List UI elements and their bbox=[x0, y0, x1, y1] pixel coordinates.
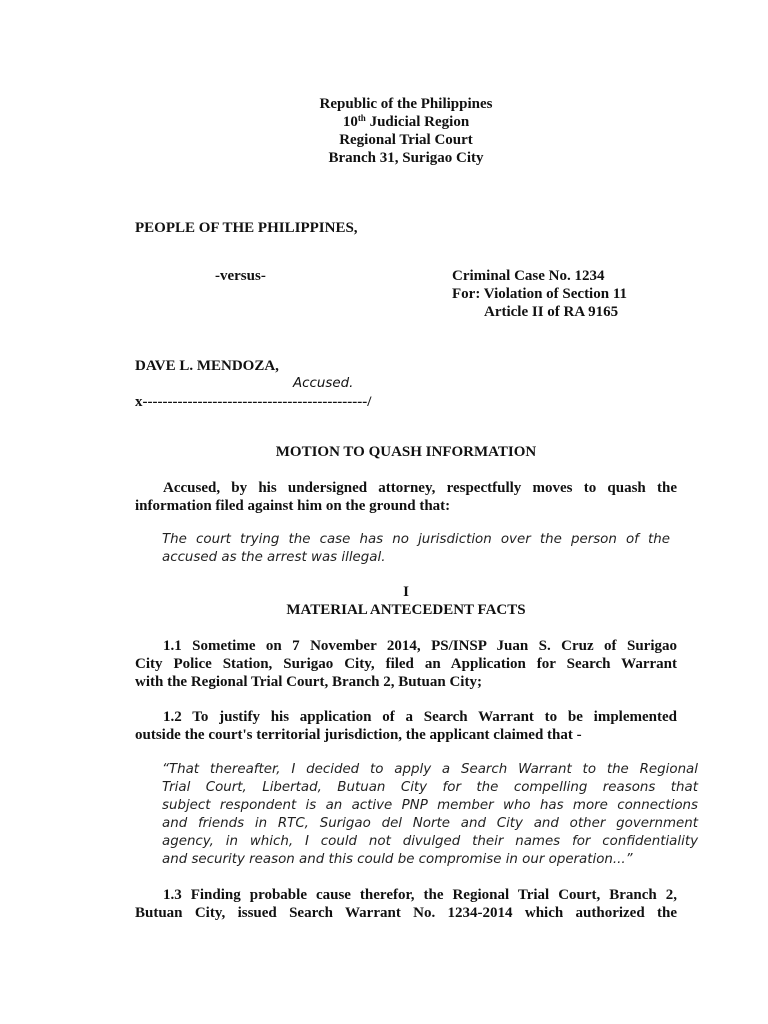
versus-label: -versus- bbox=[215, 268, 266, 284]
paragraph-1-1-line-1: 1.1 Sometime on 7 November 2014, PS/INSP Juan S. Cruz of Surigao bbox=[163, 638, 677, 654]
header-republic: Republic of the Philippines bbox=[319, 96, 493, 112]
ground-line-2: accused as the arrest was illegal. bbox=[162, 550, 386, 565]
ground-line-1: The court trying the case has no jurisdiction over the person of the bbox=[162, 532, 670, 547]
case-number: Criminal Case No. 1234 bbox=[452, 268, 605, 284]
caption-separator: x---------------------------------------------/ bbox=[135, 394, 372, 410]
case-offense: For: Violation of Section 11 bbox=[452, 286, 627, 302]
quote-line-2: Trial Court, Libertad, Butuan City for the compelling reasons that bbox=[162, 780, 698, 795]
case-offense-article: Article II of RA 9165 bbox=[484, 304, 619, 320]
paragraph-1-3-line-1: 1.3 Finding probable cause therefor, the Regional Trial Court, Branch 2, bbox=[163, 887, 677, 903]
intro-line-1: Accused, by his undersigned attorney, respectfully moves to quash the bbox=[163, 480, 677, 496]
plaintiff-name: PEOPLE OF THE PHILIPPINES, bbox=[135, 220, 358, 236]
section-numeral: I bbox=[403, 584, 409, 600]
paragraph-1-2-line-1: 1.2 To justify his application of a Search Warrant to be implemented bbox=[163, 709, 677, 725]
accused-label: Accused. bbox=[293, 376, 354, 391]
header-regional-trial-court: Regional Trial Court bbox=[339, 132, 473, 148]
paragraph-1-2-line-2: outside the court's territorial jurisdiction, the applicant claimed that - bbox=[135, 727, 582, 743]
quote-line-5: agency, in which, I could not divulged their names for confidentiality bbox=[162, 834, 698, 849]
header-judicial-region: 10th Judicial Region bbox=[342, 113, 470, 130]
paragraph-1-1-line-3: with the Regional Trial Court, Branch 2, Butuan City; bbox=[135, 674, 482, 690]
paragraph-1-1-line-2: City Police Station, Surigao City, filed an Application for Search Warrant bbox=[135, 656, 677, 672]
quote-line-1: “That thereafter, I decided to apply a Search Warrant to the Regional bbox=[162, 762, 698, 777]
quote-line-4: and friends in RTC, Surigao del Norte and City and other government bbox=[162, 816, 698, 831]
paragraph-1-3-line-2: Butuan City, issued Search Warrant No. 1234-2014 which authorized the bbox=[135, 905, 677, 921]
quote-line-3: subject respondent is an active PNP member who has more connections bbox=[162, 798, 698, 813]
quote-line-6: and security reason and this could be compromise in our operation...” bbox=[162, 852, 633, 867]
defendant-name: DAVE L. MENDOZA, bbox=[135, 358, 279, 374]
section-heading: MATERIAL ANTECEDENT FACTS bbox=[286, 602, 526, 618]
document-title: MOTION TO QUASH INFORMATION bbox=[275, 444, 537, 460]
header-branch: Branch 31, Surigao City bbox=[328, 150, 484, 166]
intro-line-2: information filed against him on the ground that: bbox=[135, 498, 451, 514]
